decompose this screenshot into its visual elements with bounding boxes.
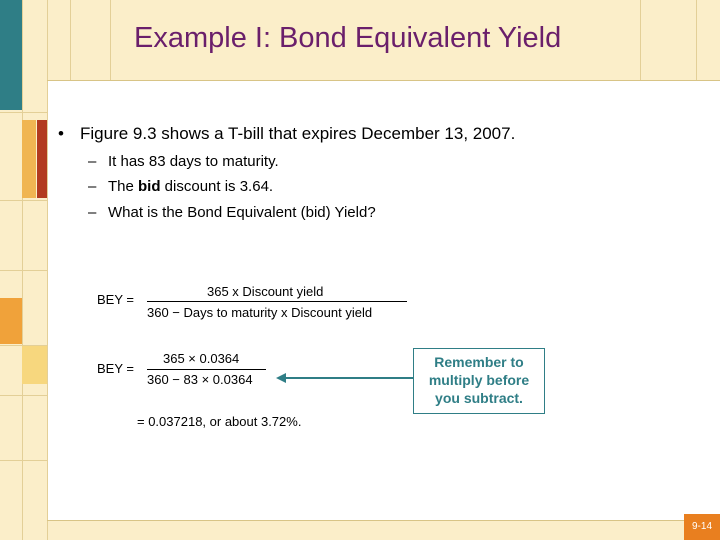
callout-line-3: you subtract. [435,390,523,406]
frame-line [696,0,697,80]
formula-2-fraction-bar [147,369,266,370]
bottom-band [0,520,720,540]
formula-1-numerator: 365 x Discount yield [207,284,324,299]
sub-bullet-2-text [108,178,273,195]
orange-block [22,120,36,198]
frame-line [47,0,48,540]
formula-2-denominator: 360 − 83 × 0.0364 [147,372,253,387]
frame-line [110,0,111,80]
formula-2-numerator: 365 × 0.0364 [163,351,240,366]
frame-line [0,395,47,396]
bullet-main-text: Figure 9.3 shows a T-bill that expires December 13, 2007. [80,124,516,143]
sub-bullet-2-bold: bid [138,178,161,195]
sub-bullet-1-text: It has 83 days to maturity. [108,153,279,170]
formula-1-fraction-bar [147,301,407,302]
callout-line-2: multiply before [428,372,530,388]
teal-block [0,0,22,110]
result-text: = 0.037218, or about 3.72%. [137,414,302,429]
bullet-dot: • [58,124,64,143]
arrow-icon [274,370,416,386]
callout-box [413,348,545,414]
frame-line [0,112,47,113]
sub-bullet-2-pre: The [108,178,139,195]
formula-1-lhs: BEY = [97,292,134,307]
sub-bullet-3-text: What is the Bond Equivalent (bid) Yield? [108,204,376,221]
frame-line [47,80,720,81]
orange-block [0,298,22,344]
darkred-block [37,120,47,198]
callout-line-1: Remember to [434,354,524,370]
formula-1-denominator: 360 − Days to maturity x Discount yield [147,305,373,320]
bullet-dash: – [88,178,97,195]
bullet-dash: – [88,204,97,221]
frame-line [0,200,47,201]
frame-line [47,520,720,521]
frame-line [0,270,47,271]
sub-bullet-2-post: discount is 3.64. [160,178,274,195]
frame-line [70,0,71,80]
slide-title: Example I: Bond Equivalent Yield [134,22,562,54]
slide-number: 9-14 [684,514,720,540]
frame-line [0,460,47,461]
formula-2-lhs: BEY = [97,361,134,376]
yellow-block [22,346,47,384]
bullet-dash: – [88,153,97,170]
